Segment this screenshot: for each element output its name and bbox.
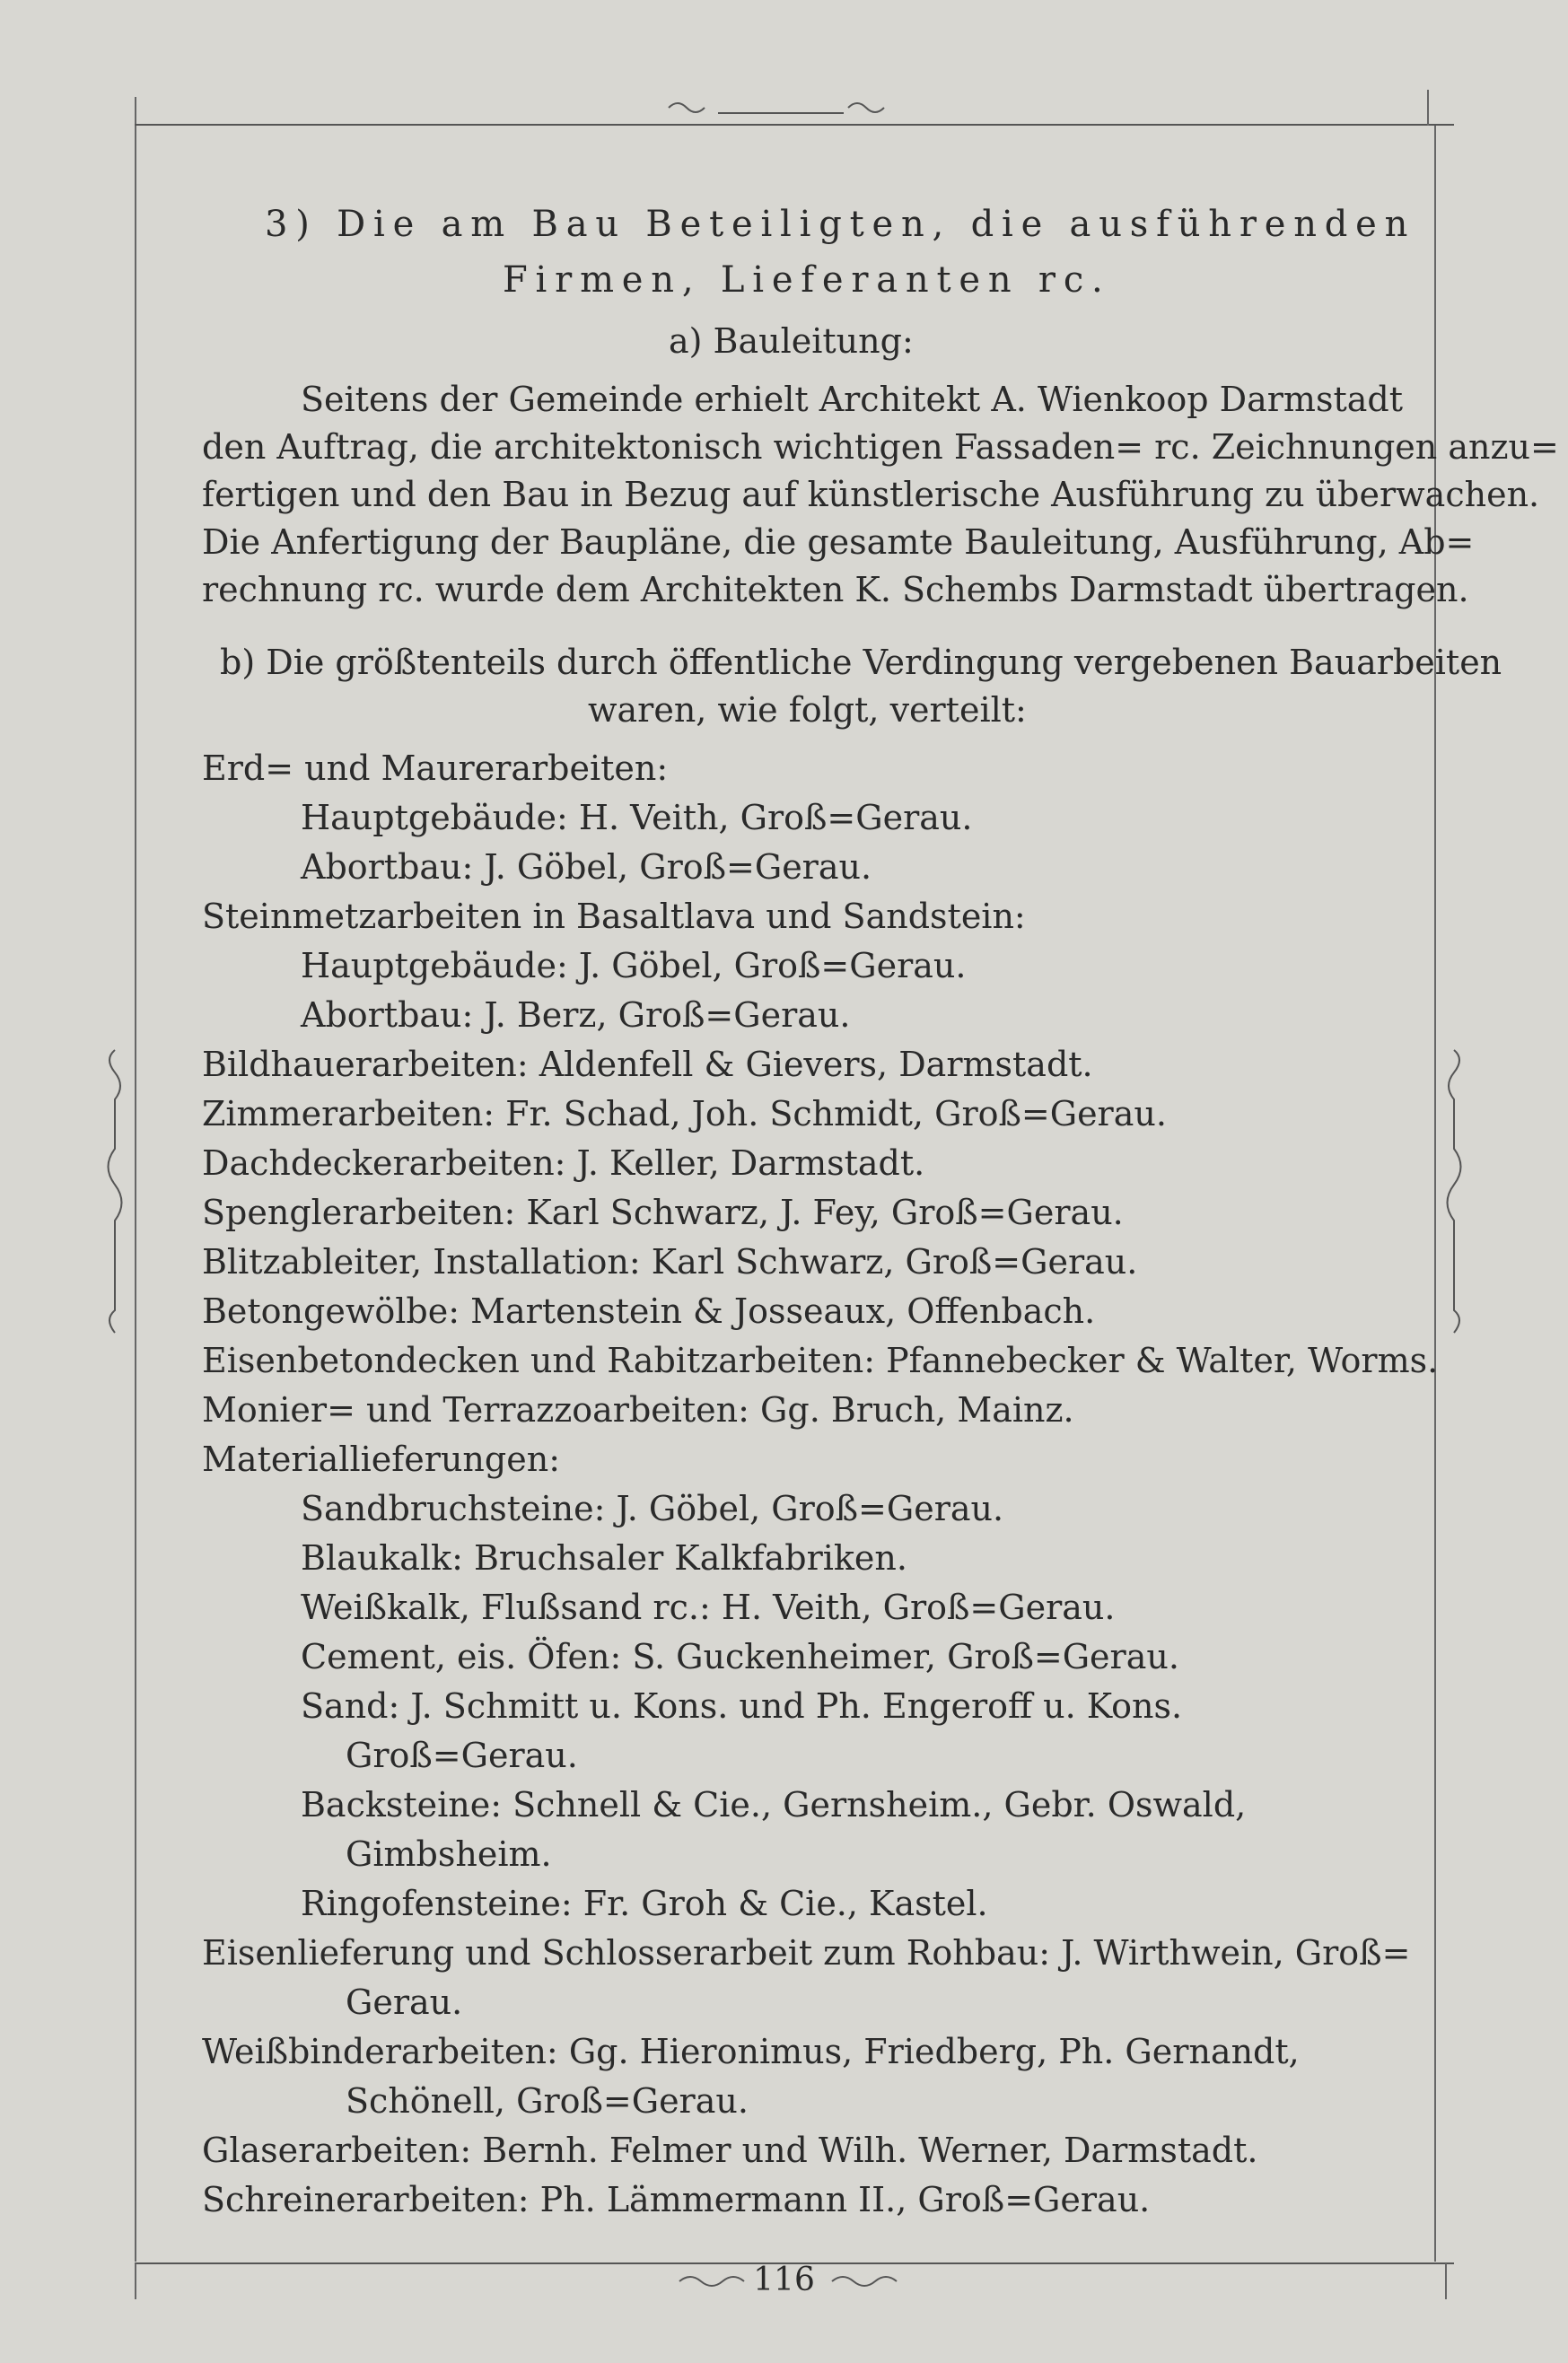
list-line: Groß=Gerau.	[346, 1736, 578, 1775]
right-scroll-ornament	[1436, 1041, 1472, 1346]
list-line: Dachdeckerarbeiten: J. Keller, Darmstadt.	[202, 1143, 925, 1183]
list-line: Abortbau: J. Berz, Groß=Gerau.	[301, 995, 851, 1035]
subsection-a-title: a) Bauleitung:	[669, 321, 914, 361]
list-line: Schreinerarbeiten: Ph. Lämmermann II., Groß=Gerau.	[202, 2180, 1151, 2219]
list-line: Glaserarbeiten: Bernh. Felmer und Wilh. Werner, Darmstadt.	[202, 2131, 1258, 2170]
paragraph-line-1: Seitens der Gemeinde erhielt Architekt A. Wienkoop Darmstadt	[301, 380, 1403, 419]
list-line: Zimmerarbeiten: Fr. Schad, Joh. Schmidt, Groß=Gerau.	[202, 1094, 1167, 1133]
list-line: Monier= und Terrazzoarbeiten: Gg. Bruch, Mainz.	[202, 1390, 1074, 1430]
list-line: Backsteine: Schnell & Cie., Gernsheim., Gebr. Oswald,	[301, 1785, 1247, 1825]
list-line: Sand: J. Schmitt u. Kons. und Ph. Engeroff u. Kons.	[301, 1686, 1183, 1726]
top-left-tick	[135, 97, 136, 124]
top-right-tick	[1427, 90, 1429, 126]
list-line: Erd= und Maurerarbeiten:	[202, 748, 669, 788]
list-line: Weißbinderarbeiten: Gg. Hieronimus, Friedberg, Ph. Gernandt,	[202, 2032, 1300, 2071]
list-line: Gimbsheim.	[346, 1834, 552, 1874]
list-line: Abortbau: J. Göbel, Groß=Gerau.	[301, 847, 872, 887]
list-line: Sandbruchsteine: J. Göbel, Groß=Gerau.	[301, 1489, 1004, 1528]
left-border-line	[135, 126, 136, 2262]
paragraph-line-5: rechnung rc. wurde dem Architekten K. Schembs Darmstadt übertragen.	[202, 570, 1469, 609]
list-line: Bildhauerarbeiten: Aldenfell & Gievers, Darmstadt.	[202, 1045, 1093, 1084]
top-flourish-ornament	[664, 95, 907, 120]
subsection-b-title-line-2: waren, wie folgt, verteilt:	[588, 690, 1027, 730]
list-line: Blaukalk: Bruchsaler Kalkfabriken.	[301, 1538, 907, 1578]
list-line: Blitzableiter, Installation: Karl Schwarz, Groß=Gerau.	[202, 1242, 1138, 1282]
list-line: Schönell, Groß=Gerau.	[346, 2081, 749, 2121]
list-line: Hauptgebäude: J. Göbel, Groß=Gerau.	[301, 946, 967, 985]
list-line: Ringofensteine: Fr. Groh & Cie., Kastel.	[301, 1884, 988, 1923]
list-line: Spenglerarbeiten: Karl Schwarz, J. Fey, Groß=Gerau.	[202, 1193, 1124, 1232]
list-line: Hauptgebäude: H. Veith, Groß=Gerau.	[301, 798, 973, 837]
section-heading-line-2: Firmen, Lieferanten rc.	[503, 259, 1111, 301]
paragraph-line-2: den Auftrag, die architektonisch wichtigen Fassaden= rc. Zeichnungen anzu=	[202, 427, 1559, 467]
paragraph-line-3: fertigen und den Bau in Bezug auf künstlerische Ausführung zu überwachen.	[202, 475, 1540, 514]
list-line: Materiallieferungen:	[202, 1440, 560, 1479]
list-line: Eisenlieferung und Schlosserarbeit zum Rohbau: J. Wirthwein, Groß=	[202, 1933, 1411, 1973]
list-line: Steinmetzarbeiten in Basaltlava und Sandstein:	[202, 897, 1026, 936]
list-line: Weißkalk, Flußsand rc.: H. Veith, Groß=Gerau.	[301, 1588, 1116, 1627]
section-heading-line-1: 3) Die am Bau Beteiligten, die ausführenden	[265, 204, 1416, 245]
page-number: 116	[753, 2262, 815, 2298]
top-rule	[135, 124, 1454, 126]
list-line: Eisenbetondecken und Rabitzarbeiten: Pfannebecker & Walter, Worms.	[202, 1341, 1439, 1380]
paragraph-line-4: Die Anfertigung der Baupläne, die gesamte Bauleitung, Ausführung, Ab=	[202, 522, 1475, 562]
left-scroll-ornament	[97, 1041, 133, 1346]
list-line: Cement, eis. Öfen: S. Guckenheimer, Groß=Gerau.	[301, 1637, 1179, 1676]
list-line: Betongewölbe: Martenstein & Josseaux, Offenbach.	[202, 1291, 1096, 1331]
list-line: Gerau.	[346, 1982, 463, 2022]
subsection-b-title-line-1: b) Die größtenteils durch öffentliche Verdingung vergebenen Bauarbeiten	[220, 643, 1502, 682]
